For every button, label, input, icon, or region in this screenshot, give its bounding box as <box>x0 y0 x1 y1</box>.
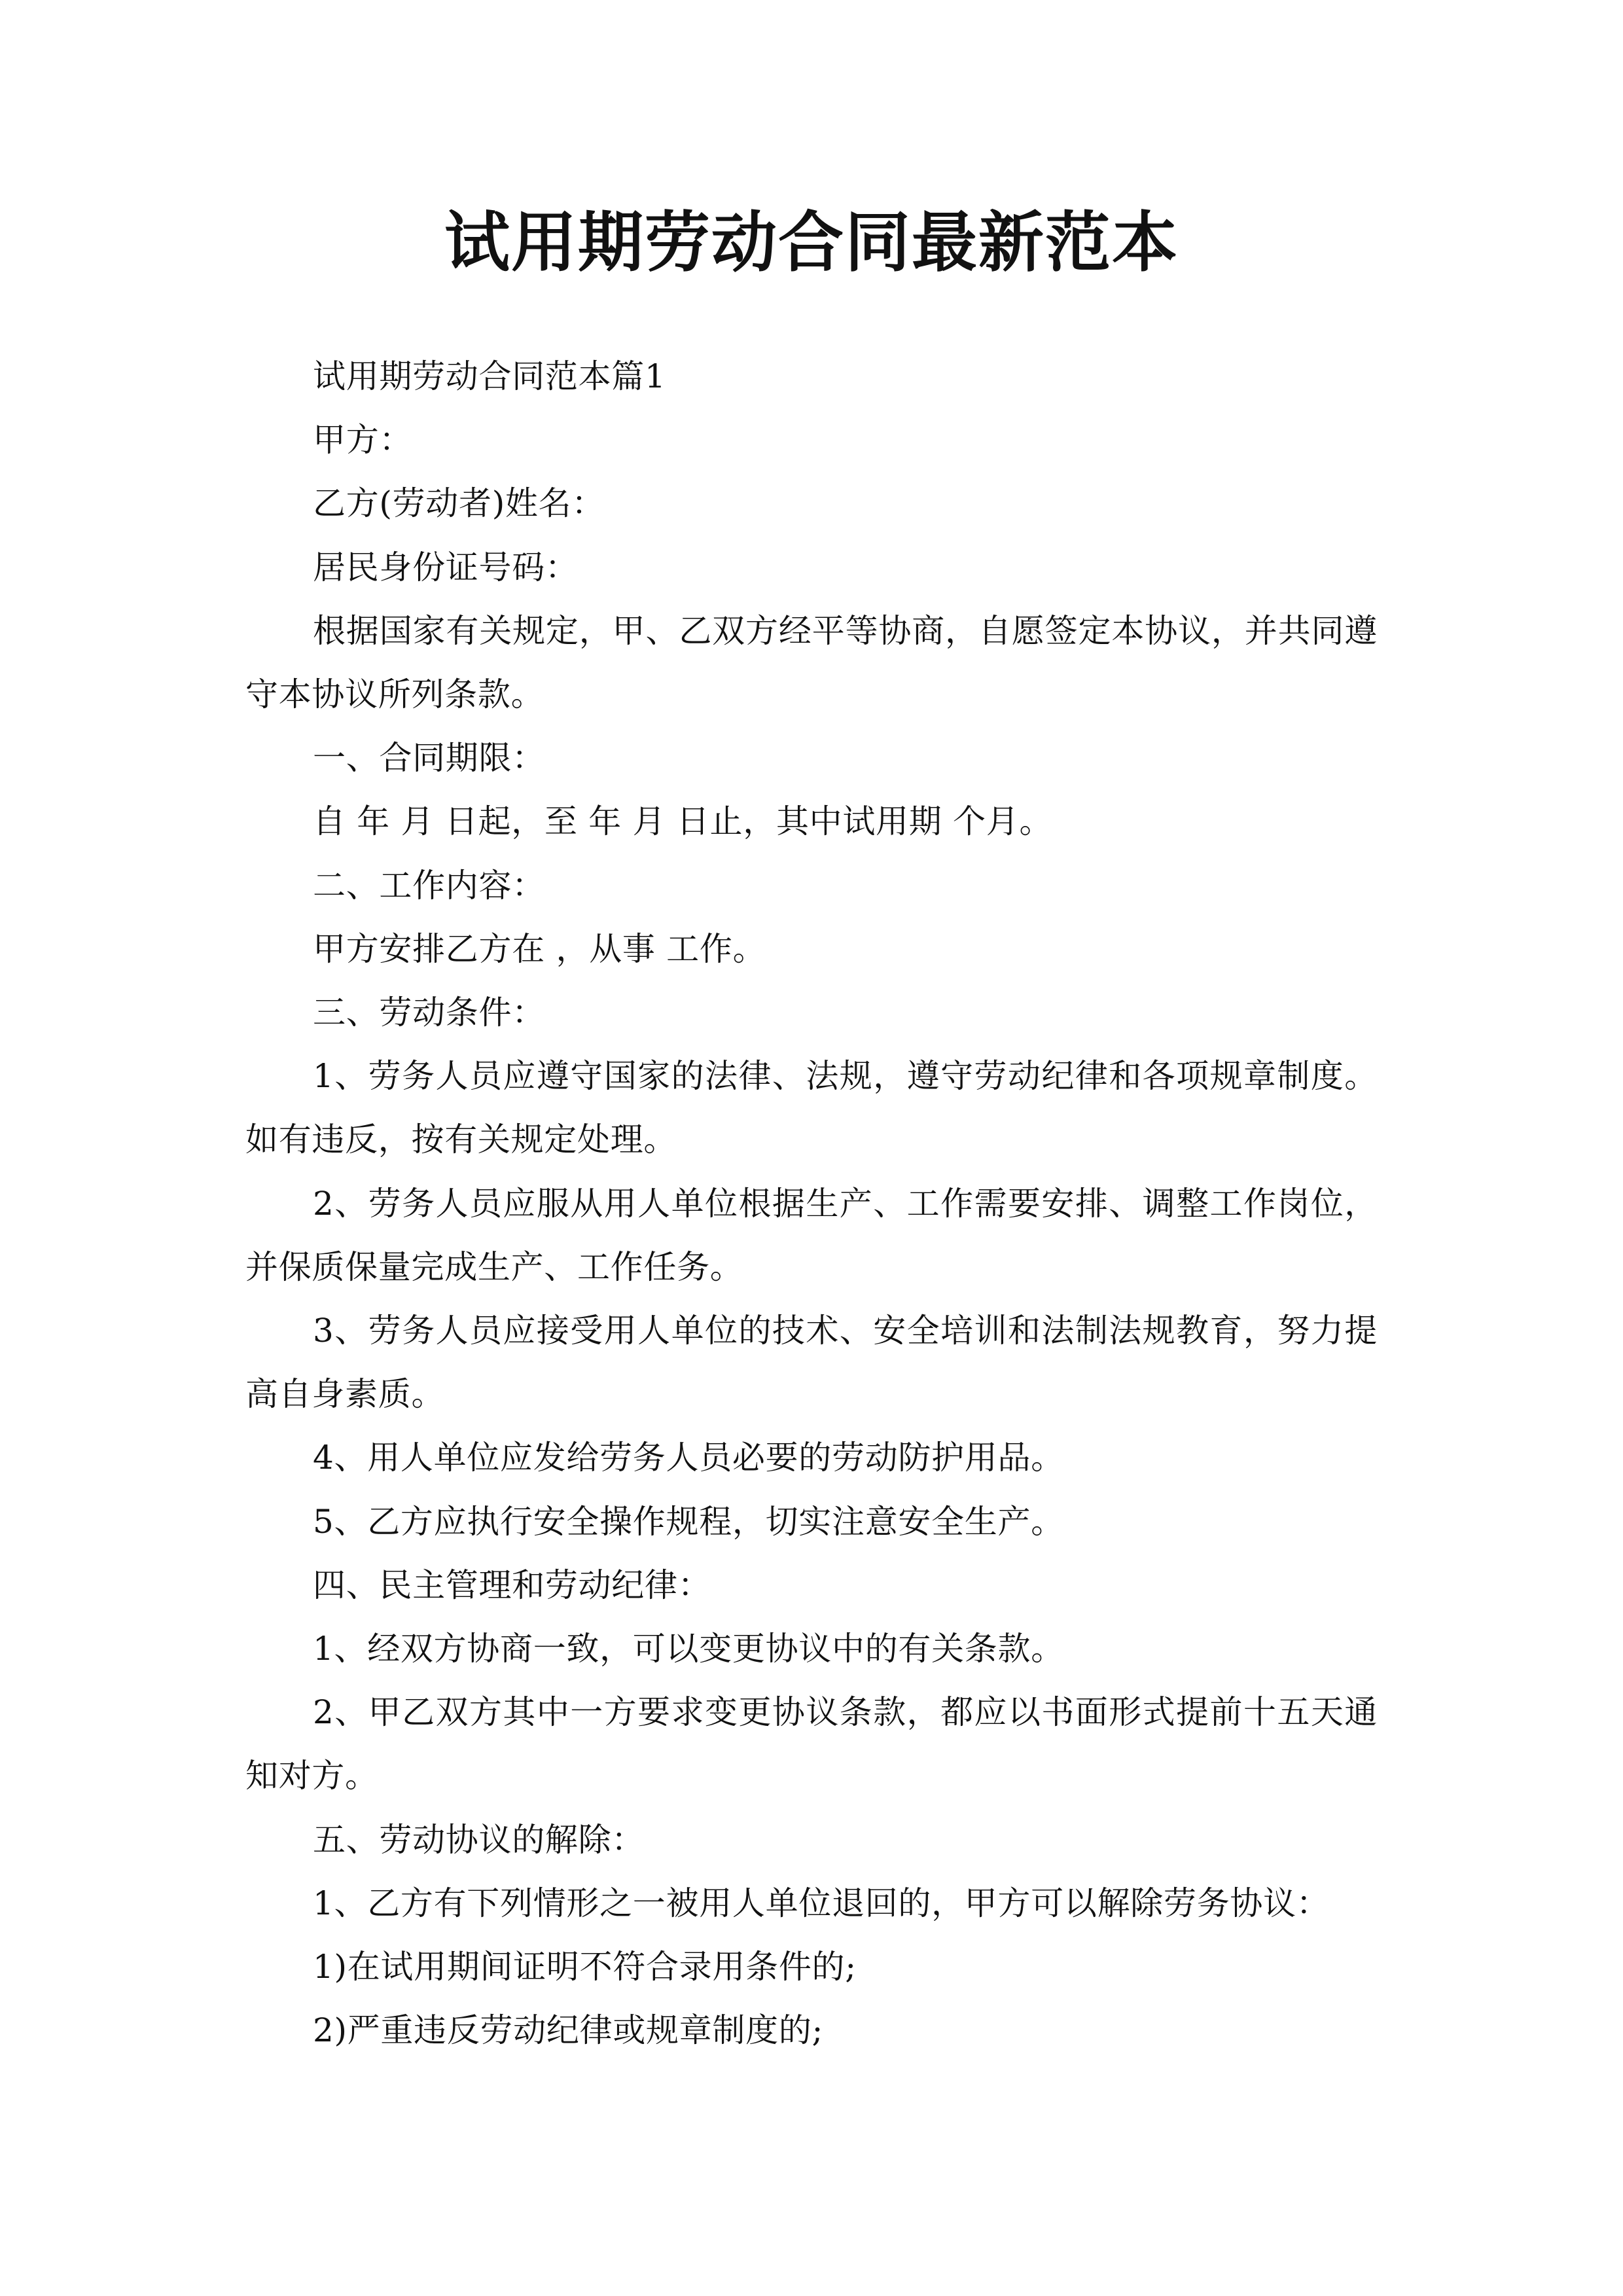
document-title: 试用期劳动合同最新范本 <box>444 204 1179 281</box>
preamble-paragraph: 根据国家有关规定，甲、乙双方经平等协商，自愿签定本协议，并共同遵守本协议所列条款。 <box>245 611 1378 714</box>
clause-heading: 三、劳动条件： <box>313 994 545 1032</box>
clause-paragraph: 1、乙方有下列情形之一被用人单位退回的，甲方可以解除劳务协议： <box>313 1884 1330 1922</box>
clause-paragraph: 2)严重违反劳动纪律或规章制度的; <box>313 2011 824 2050</box>
document-body <box>245 345 1378 2062</box>
clause-paragraph: 自 年 月 日起，至 年 月 日止，其中试用期 个月。 <box>313 802 1053 841</box>
id-number-field: 居民身份证号码： <box>313 548 579 586</box>
clause-paragraph: 5、乙方应执行安全操作规程，切实注意安全生产。 <box>313 1502 1064 1541</box>
party-a-field: 甲方： <box>313 421 413 459</box>
clause-paragraph: 1、劳务人员应遵守国家的法律、法规，遵守劳动纪律和各项规章制度。如有违反，按有关规定处理。 <box>245 1057 1378 1159</box>
clause-paragraph: 1)在试用期间证明不符合录用条件的; <box>313 1948 857 1986</box>
clause-paragraph: 2、劳务人员应服从用人单位根据生产、工作需要安排、调整工作岗位，并保质保量完成生产、工作任务。 <box>245 1184 1378 1286</box>
clause-paragraph: 1、经双方协商一致，可以变更协议中的有关条款。 <box>313 1630 1064 1668</box>
clause-paragraph: 4、用人单位应发给劳务人员必要的劳动防护用品。 <box>313 1439 1064 1477</box>
clause-paragraph: 甲方安排乙方在 ，从事 工作。 <box>313 929 766 968</box>
clause-paragraph: 2、甲乙双方其中一方要求变更协议条款，都应以书面形式提前十五天通知对方。 <box>245 1693 1378 1795</box>
clause-heading: 一、合同期限： <box>313 739 545 778</box>
heading-section: 试用期劳动合同范本篇1 <box>313 357 666 395</box>
clause-heading: 四、民主管理和劳动纪律： <box>313 1566 711 1604</box>
clause-paragraph: 3、劳务人员应接受用人单位的技术、安全培训和法制法规教育，努力提高自身素质。 <box>245 1312 1378 1414</box>
clause-heading: 二、工作内容： <box>313 866 545 905</box>
clause-heading: 五、劳动协议的解除： <box>313 1820 645 1859</box>
party-b-name-field: 乙方(劳动者)姓名： <box>313 484 605 523</box>
